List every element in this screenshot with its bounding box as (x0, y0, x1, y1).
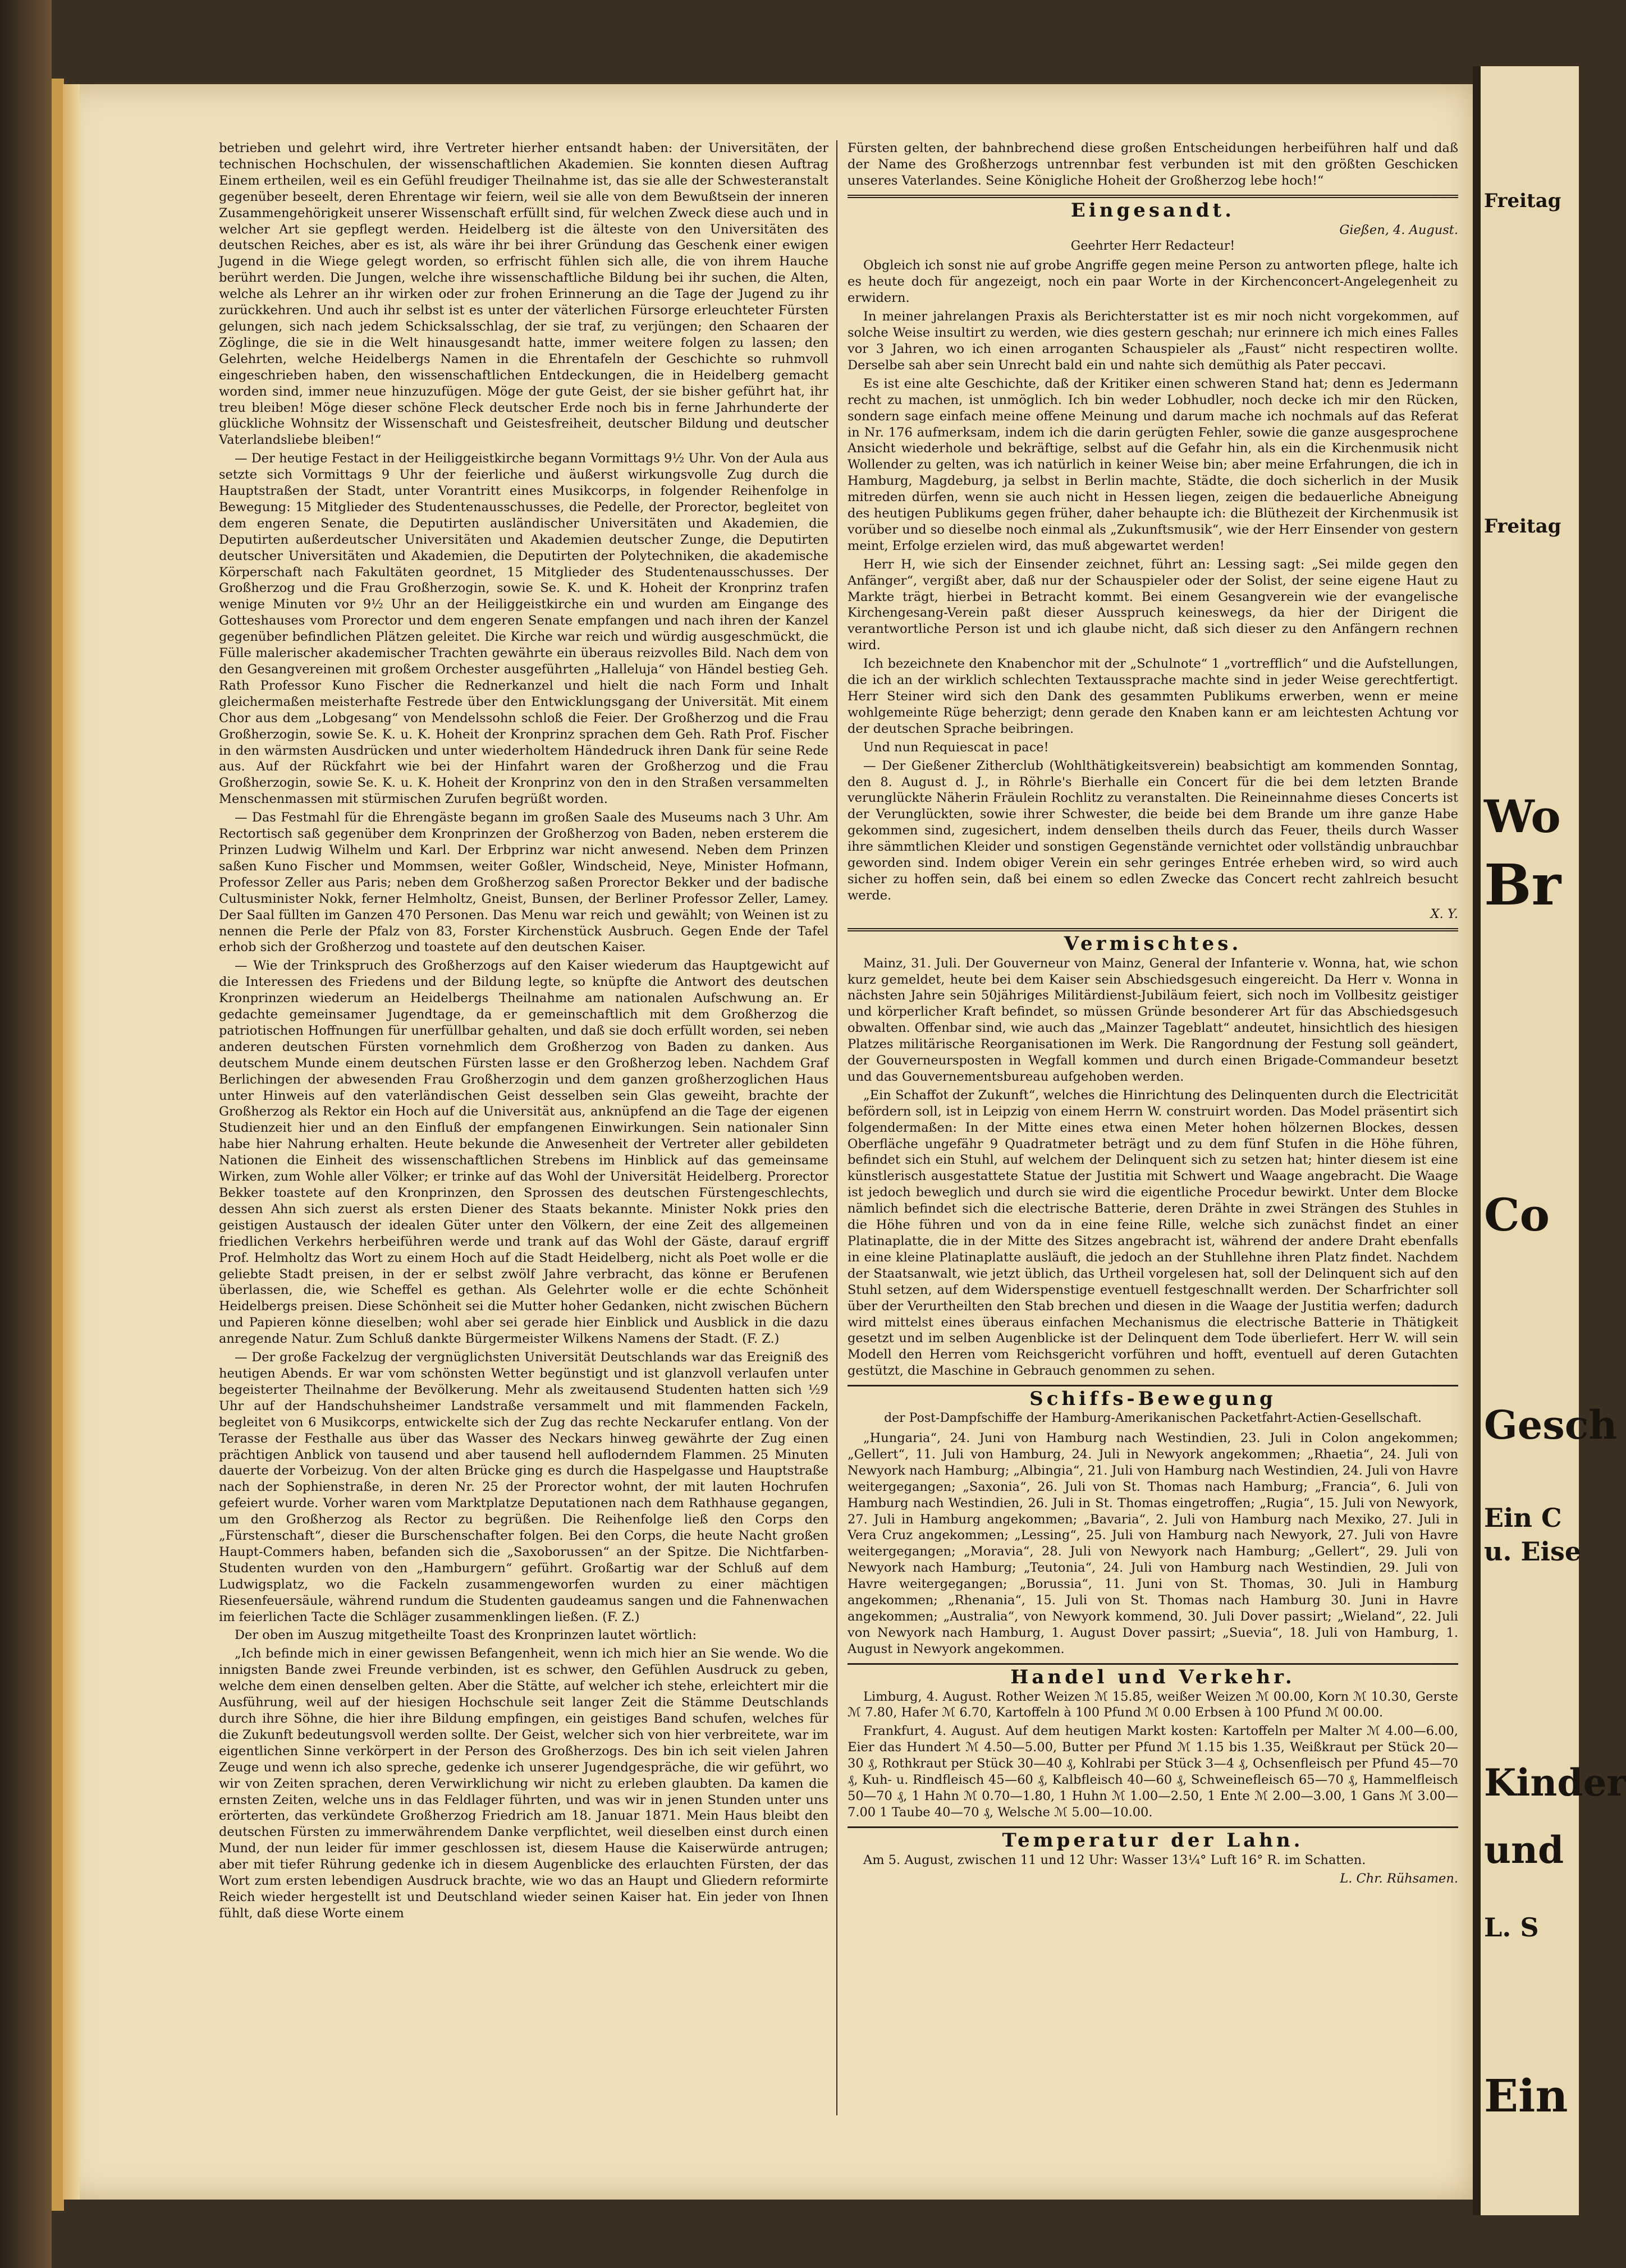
fragment-text: und (1484, 1828, 1564, 1872)
fragment-text: Freitag (1484, 515, 1561, 538)
left-column (219, 140, 828, 1924)
article-paragraph: — Der große Fackelzug der vergnüglichsten Universität Deutschlands war das Ereigniß des heutigen Abends. Er war vom schönsten Wetter begünstigt und ist glanzvoll verlaufen unter begeisterter Theilnahme der Bevölkerung. Mehr als zweitausend Studenten hatten sich ½9 Uhr auf der Handschuhsheimer Landstraße versammelt und mit flammenden Fackeln, begleitet von 6 Musikcorps, entwickelte sich der Zug das rechte Neckarufer entlang. Von der Terasse der Festhalle aus über das Wasser des Neckars hinweg gewährte der Zug einen prächtigen Anblick von tausend und aber tausend hell aufloderndem Flammen. 25 Minuten dauerte der Vorbeizug. Von der alten Brücke ging es durch die Haspelgasse und Hauptstraße nach der Sophienstraße, in deren Nr. 25 der Prorector wohnt, der mit lauten Hochrufen gefeiert wurde. Vorher waren vom Marktplatze Deputationen nach dem Rathhause gegangen, um den Großherzog als Rector zu begrüßen. Die Reihenfolge ließ den Corps den „Fürstenschaft“, dieser die Burschenschafter folgen. Bei den Corps, die heute Nacht großen Haupt-Commers haben, befanden sich die „Saxoborussen“ an der Spitze. Die Nichtfarben-Studenten wurden von den „Hamburgern“ geführt. Großartig war der Schluß auf dem Ludwigsplatz, wo die Fackeln zusammengeworfen wurden zu einer mächtigen Riesenfeuersäule, während rundum die Studenten gaudeamus sangen und die Fahnenwachen im feierlichen Tacte die Schläger zusammenklingen ließen. (F. Z.) (219, 1350, 828, 1624)
fragment-text: u. Eise (1484, 1536, 1582, 1567)
handel-heading: Handel und Verkehr. (1010, 1665, 1295, 1688)
fragment-text: Ein C (1484, 1503, 1562, 1533)
letter-paragraph: Herr H, wie sich der Einsender zeichnet, führt an: Lessing sagt: „Sei milde gegen den Anfänger“, vergißt aber, daß nur der Schauspieler oder der Solist, der seine eigene Haut zu Markte trägt, hierbei in Betracht kommt. Bei einem Gesangverein wie der evangelische Kirchengesang-Verein paßt dieser Ausspruch keineswegs, da hier der Dirigent die verantwortliche Person ist und ich glaube nicht, daß sich dieser zu den Anfängern rechnen wird. (848, 557, 1458, 653)
schiffs-subheading: der Post-Dampfschiffe der Hamburg-Amerikanischen Packetfahrt-Actien-Gesellschaft. (884, 1411, 1422, 1426)
article-paragraph: Fürsten gelten, der bahnbrechend diese großen Entscheidungen herbeiführen half und daß der Name des Großherzogs untrennbar fest verbunden ist mit den größten Geschicken unseres Vaterlandes. Seine Königliche Hoheit der Großherzog lebe hoch!“ (848, 141, 1458, 188)
article-paragraph: — Der heutige Festact in der Heiliggeistkirche begann Vormittags 9½ Uhr. Von der Aula aus setzte sich Vormittags 9 Uhr der feierliche und äußerst wirkungsvolle Zug durch die Hauptstraßen der Stadt, unter Vorantritt eines Musikcorps, in folgender Reihenfolge in Bewegung: 15 Mitglieder des Studentenausschusses, die Pedelle, der Prorector, begleitet von dem engeren Senate, die Deputirten ausländischer Universitäten und Akademien, die Deputirten außerdeutscher Universitäten und Akademien deutscher Zunge, die Deputirten deutscher Universitäten und Akademien, die Deputirten der Polytechniken, die akademische Körperschaft nach Fakultäten geordnet, 15 Mitglieder des Studentenausschusses. Der Großherzog und die Frau Großherzogin, sowie Se. K. und K. Hoheit der Kronprinz trafen wenige Minuten vor 9½ Uhr an der Heiliggeistkirche ein und wurden am Eingange des Gotteshauses vom Prorector und dem engeren Senate empfangen und nach ihren der Kanzel gegenüber befindlichen Plätzen geleitet. Die Kirche war reich und würdig ausgeschmückt, die Fülle malerischer akademischer Trachten gewährte ein überaus reizvolles Bild. Nach dem von den Gesangvereinen mit großem Orchester ausgeführten „Halleluja“ von Händel bestieg Geh. Rath Professor Kuno Fischer die Rednerkanzel und hielt die nach Form und Inhalt gleichermaßen meisterhafte Festrede über den Entwicklungsgang der Universität. Mit einem Chor aus dem „Lobgesang“ von Mendelssohn schloß die Feier. Der Großherzog und die Frau Großherzogin, sowie Se. K. u. K. Hoheit der Kronprinz sprachen dem Geh. Rath Prof. Fischer in den wärmsten Ausdrücken und unter wiederholtem Händedruck ihren Dank für seine Rede aus. Auf der Rückfahrt wie bei der Hinfahrt waren der Großherzog und die Frau Großherzogin, sowie Se. K. u. K. Hoheit der Kronprinz von den in den Straßen versammelten Menschenmassen mit stürmischen Zurufen begrüßt worden. (219, 451, 828, 807)
news-paragraph: Mainz, 31. Juli. Der Gouverneur von Mainz, General der Infanterie v. Wonna, hat, wie schon kurz gemeldet, heute bei dem Kaiser sein Abschiedsgesuch eingereicht. Da Herr v. Wonna in nächsten Jahre sein 50jähriges Militärdienst-Jubiläum feiert, sich noch im Vollbesitz geistiger und körperlicher Kraft befindet, so müssen Gründe besonderer Art für das Abschiedsgesuch obwalten. Offenbar sind, wie auch das „Mainzer Tageblatt“ andeutet, hinsichtlich des hiesigen Platzes militärische Reorganisationen im Werk. Die Rangordnung der Festung soll geändert, der Gouverneursposten in Wegfall kommen und durch einen Brigade-Commandeur besetzt und das Gouvernementsbureau aufgehoben werden. (848, 956, 1458, 1084)
article-paragraph: Der oben im Auszug mitgetheilte Toast des Kronprinzen lautet wörtlich: (235, 1628, 697, 1643)
news-paragraph: — Der Gießener Zitherclub (Wohlthätigkeitsverein) beabsichtigt am kommenden Sonntag, den 8. August d. J., in Röhrle's Bierhalle ein Concert für die bei dem letzten Brande verunglückte Näherin Fräulein Rochlitz zu veranstalten. Die Reineinnahme dieses Concerts ist der Verunglückten, sowie ihrer Schwester, die beide bei dem Brande um ihre ganze Habe gekommen sind, zugesichert, indem denselben theils durch das Feuer, theils durch Wasser ihre sämmtlichen Kleider und sonstigen Gegenstände vernichtet oder vollständig unbrauchbar geworden sind. Indem obiger Verein ein sehr geringes Entrée erheben wird, so wird auch sicher zu hoffen sein, daß bei einem so edlen Zwecke das Concert recht zahlreich besucht werde. (848, 758, 1458, 903)
page-gutter (1473, 66, 1481, 2215)
article-paragraph: betrieben und gelehrt wird, ihre Vertreter hierher entsandt haben: der Universitäten, der technischen Hochschulen, der wissenschaftlichen Akademien. Sie konnten diesen Auftrag Einem ertheilen, weil es ein Gefühl freudiger Theilnahme ist, das sie alle der Schwesteranstalt gegenüber beseelt, deren Ehrentage wir feiern, weil sie alle von dem Bewußtsein der inneren Zusammengehörigkeit unserer Wissenschaft erfüllt sind, für welchen Zweck diese auch und in welcher Art sie gepflegt werden. Heidelberg ist die älteste von den Universitäten des deutschen Reiches, aber es ist, als wäre ihr bei ihrer Gründung das Geschenk einer ewigen Jugend in die Wiege gelegt worden, so erfrischt fühlen sich alle, die von ihrem Hauche berührt werden. Die Jungen, welche ihre wissenschaftliche Bildung bei ihr suchen, die Alten, welche als Lehrer an ihr wirken oder zur frohen Erinnerung an die Tage der Jugend zu ihr zurückkehren. Und auch ihr selbst ist es unter der väterlichen Fürsorge erleuchteter Fürsten gelungen, sich nach jedem Schicksalsschlag, der sie traf, zu verjüngen; den Schaaren der Zöglinge, die sie in die Welt hinausgesandt hatte, immer weitere folgen zu lassen; den Gelehrten, welche Heidelbergs Namen in die Ehrentafeln der Geschichte so ruhmvoll eingeschrieben haben, den wissenschaftlichen Entdeckungen, die in Heidelberg gemacht worden sind, immer neue hinzuzufügen. Möge der gute Geist, der sie bisher geführt hat, ihr treu bleiben! Möge dieser schöne Fleck deutscher Erde noch bis in ferne Jahrhunderte der glückliche Wohnsitz der Wissenschaft und Geistesfreiheit, deutscher Bildung und deutscher Vaterlandsliebe bleiben!“ (219, 141, 828, 448)
section-rule (848, 928, 1458, 931)
vermischtes-heading: Vermischtes. (1064, 932, 1242, 955)
article-paragraph: — Das Festmahl für die Ehrengäste begann im großen Saale des Museums nach 3 Uhr. Am Rectortisch saß gegenüber dem Kronprinzen der Großherzog von Baden, neben ersterem die Prinzen Ludwig Wilhelm und Karl. Der Erbprinz war nicht anwesend. Neben dem Prinzen saßen Kuno Fischer und Mommsen, weiter Goßler, Windscheid, Neye, Minister Hofmann, Professor Zeller aus Paris; neben dem Großherzog saßen Prorector Bekker und der badische Cultusminister Nokk, ferner Helmholtz, Gneist, Bunsen, der Berliner Professor Zeller, Lamey. Der Saal füllten im Ganzen 470 Personen. Das Menu war reich und gewählt; von Weinen ist zu nennen die Perle der Pfalz von 83, Forster Kirchenstück Ausbruch. Gegen Ende der Tafel erhob sich der Großherzog und toastete auf den deutschen Kaiser. (219, 810, 828, 955)
section-rule (848, 1663, 1458, 1665)
shipping-paragraph: „Hungaria“, 24. Juni von Hamburg nach Westindien, 23. Juli in Colon angekommen; „Gellert“, 11. Juli von Hamburg, 24. Juli in Newyork angekommen; „Rhaetia“, 24. Juli von Newyork nach Hamburg; „Albingia“, 21. Juli von Hamburg nach Westindien, 24. Juli von Havre weitergegangen; „Saxonia“, 26. Juli von St. Thomas nach Hamburg; „Francia“, 6. Juli von Hamburg nach Westindien, 26. Juli in St. Thomas eingetroffen; „Rugia“, 15. Juli von Newyork, 27. Juli in Hamburg angekommen; „Bavaria“, 2. Juli von Hamburg nach Mexiko, 27. Juli in Vera Cruz angekommen; „Lessing“, 25. Juli von Hamburg nach Newyork, 27. Juli von Havre weitergegangen; „Moravia“, 28. Juli von Newyork nach Hamburg; „Gellert“, 29. Juli von Newyork nach Hamburg; „Teutonia“, 24. Juli von Hamburg nach Westindien, 29. Juli von Havre weitergegangen; „Borussia“, 11. Juni von St. Thomas, 30. Juli in Hamburg angekommen; „Rhenania“, 15. Juli von St. Thomas nach Hamburg 30. Juni in Havre angekommen; „Australia“, von Newyork kommend, 30. Juli Dover passirt; „Wieland“, 22. Juli von Newyork nach Hamburg, 1. August Dover passirt; „Suevia“, 18. Juli von Hamburg, 1. August in Newyork angekommen. (848, 1430, 1458, 1656)
page-margin-shadow (63, 84, 80, 2200)
fragment-text: Gesch (1484, 1402, 1618, 1448)
section-rule (848, 195, 1458, 198)
letter-paragraph: Es ist eine alte Geschichte, daß der Kritiker einen schweren Stand hat; denn es Jedermann recht zu machen, ist unmöglich. Ich bin weder Lobhudler, noch decke ich mir den Rücken, sondern sage einfach meine offene Meinung und darum mache ich nochmals auf das Referat in Nr. 176 aufmerksam, indem ich die darin gerügten Fehler, sowie die ganze ausgesprochene Ansicht wiederhole und bekräftige, selbst auf die Gefahr hin, als ein die Kirchenmusik nicht Wollender zu gelten, was ich natürlich in keiner Weise bin; aber meine Erfahrungen, die ich in Hamburg, Magdeburg, ja selbst in Berlin machte, Städte, die doch sicherlich in der Musik mitreden dürfen, wenn sie auch nicht in Hessen liegen, zeigen die bedauerliche Abneigung des heutigen Publikums gegen früher, daher behaupte ich: die Blüthezeit der Kirchenmusik ist vorüber und so dieselbe noch einmal als „Zukunftsmusik“, wie der Herr Einsender von gestern meint, Erfolge erzielen wird, das muß abgewartet werden! (848, 376, 1458, 553)
schiffs-heading: Schiffs-Bewegung (1029, 1388, 1276, 1411)
fragment-text: Br (1484, 852, 1561, 918)
salutation: Geehrter Herr Redacteur! (1070, 238, 1235, 253)
temperature-paragraph: Am 5. August, zwischen 11 und 12 Uhr: Wasser 13¼° Luft 16° R. im Schatten. (863, 1852, 1366, 1867)
article-paragraph: „Ich befinde mich in einer gewissen Befangenheit, wenn ich mich hier an Sie wende. Wo die innigsten Bande zwei Freunde verbinden, ist es schwer, den Gefühlen Ausdruck zu geben, welche dem einen denselben gelten. Aber die Stätte, auf welcher ich stehe, erleichtert mir die Ausführung, weil auf der hiesigen Hochschule seit langer Zeit die Stämme Deutschlands durch ihre Söhne, die hier ihre Bildung empfingen, ein geistiges Band schufen, welches für die Zukunft bedeutungsvoll werden sollte. Der Geist, welcher sich von hier verbreitete, war im eigentlichen Sinne verkörpert in der Person des Großherzogs. Des bin ich seit vielen Jahren Zeuge und wenn ich also spreche, gedenke ich unserer Jugendgespräche, die wir geführt, wo wir von Zeiten sprachen, deren Verwirklichung wir nicht zu erleben glaubten. Da kamen die ernsten Zeiten, welche uns in das Feldlager führten, und was wir in jenen Stunden unter uns erörterten, das verkündete Großherzog Friedrich am 18. Januar 1871. Mein Haus bleibt den deutschen Fürsten zu immerwährendem Danke verpflichtet, weil dieselben einst durch einen Mund, der nun leider für immer geschlossen ist, diesem Hause die Kaiserwürde antrugen; aber mit tiefer Rührung gedenke ich in diesem Augenblicke des erlauchten Fürsten, der das Wort zum ersten lebendigen Ausdruck brachte, wie wo das an Haupt und Gliedern reformirte Reich wieder hergestellt ist und Deutschland wieder seinen Kaiser hat. Ein jeder von Ihnen fühlt, daß diese Worte einem (219, 1646, 828, 1921)
signature: L. Chr. Rühsamen. (1340, 1871, 1458, 1886)
letter-paragraph: Obgleich ich sonst nie auf grobe Angriffe gegen meine Person zu antworten pflege, halte ich es heute doch für angezeigt, noch ein paar Worte in der Kirchenconcert-Angelegenheit zu erwidern. (848, 258, 1458, 306)
adjacent-page (1481, 66, 1626, 2215)
letter-closing: Und nun Requiescat in pace! (863, 740, 1049, 755)
book-binding (0, 0, 52, 2268)
fragment-text: Co (1484, 1188, 1550, 1241)
market-paragraph: Frankfurt, 4. August. Auf dem heutigen Markt kosten: Kartoffeln per Malter ℳ 4.00—6.00, Eier das Hundert ℳ 4.50—5.00, Butter per Pfund ℳ 1.15 bis 1.35, Weißkraut per Stück 20—30 ₰, Rothkraut per Stück 30—40 ₰, Kohlrabi per Stück 3—4 ₰, Ochsenfleisch per Pfund 45—70 ₰, Kuh- u. Rindfleisch 45—60 ₰, Kalbfleisch 40—60 ₰, Schweinefleisch 65—70 ₰, Hammelfleisch 50—70 ₰, 1 Hahn ℳ 0.70—1.80, 1 Huhn ℳ 1.00—2.50, 1 Ente ℳ 2.00—3.00, 1 Gans ℳ 3.00—7.00 1 Taube 40—70 ₰, Welsche ℳ 5.00—10.00. (848, 1724, 1458, 1820)
fragment-text: Ein (1484, 2069, 1568, 2122)
fragment-text: Freitag (1484, 190, 1561, 212)
section-rule (848, 1826, 1458, 1828)
fragment-text: Kinder (1484, 1761, 1626, 1805)
column-divider (836, 140, 837, 2115)
article-paragraph: — Wie der Trinkspruch des Großherzogs auf den Kaiser wiederum das Hauptgewicht auf die Interessen des Friedens und der Bildung legte, so knüpfte die Antwort des deutschen Kronprinzen wiederum an Heidelbergs Theilnahme am nationalen Aufschwung an. Er gedachte gemeinsamer Jugendtage, da er gemeinschaftlich mit dem Großherzog die patriotischen Hoffnungen für unerfüllbar gehalten, und daß sie doch erfüllt worden, sei neben anderen deutschen Fürsten vornehmlich dem Großherzog von Baden zu danken. Aus deutschem Munde einem deutschen Fürsten lasse er den Großherzog leben. Nachdem Graf Berlichingen der abwesenden Frau Großherzogin und dem ganzen großherzoglichen Haus unter Hinweis auf den vaterländischen Geist desselben sein Glas geweiht, brachte der Großherzog als Rektor ein Hoch auf die Universität aus, anknüpfend an die Tage der eigenen Studienzeit hier und an den Einfluß der empfangenen Einwirkungen. Sein nationaler Sinn habe hier Nahrung erhalten. Heute bekunde die Anwesenheit der Vertreter aller gebildeten Nationen die Einheit des wissenschaftlichen Strebens im Hinblick auf das gemeinsame Wirken, zum Wohle aller Völker; er trinke auf das Wohl der Universität Heidelberg. Prorector Bekker toastete auf den Kronprinzen, den Sprossen des deutschen Fürstengeschlechts, dessen Ahn sich zuerst als ersten Diener des Staats bekannte. Minister Nokk pries den geistigen Austausch der idealen Güter unter den Völkern, der eine Zeit des allgemeinen friedlichen Verkehrs herbeiführen werde und trank auf das Wohl der Gäste, darauf ergriff Prof. Helmholtz das Wort zu einem Hoch auf die Stadt Heidelberg, nicht als Poet wolle er die geliebte Stadt preisen, in der er selbst zwölf Jahre verbracht, das könne er Berufenen überlassen, die, wie Scheffel es gethan. Als Gelehrter wolle er die echte Schönheit Heidelbergs preisen. Diese Schönheit sei die Mutter hoher Gedanken, nicht zwischen Büchern und Papieren könne dieselben; wohl aber sei gerade hier Einblick und Ausblick in die dazu anregende Natur. Zum Schluß dankte Bürgermeister Wilkens Namens der Stadt. (F. Z.) (219, 958, 828, 1347)
section-rule (848, 1385, 1458, 1386)
signature: X. Y. (1430, 906, 1458, 921)
right-column (848, 140, 1458, 1887)
fragment-text: Wo (1484, 790, 1561, 843)
fragment-text: L. S (1484, 1912, 1539, 1943)
temperatur-heading: Temperatur der Lahn. (1002, 1829, 1304, 1852)
page-edge (52, 79, 64, 2211)
market-paragraph: Limburg, 4. August. Rother Weizen ℳ 15.85, weißer Weizen ℳ 00.00, Korn ℳ 10.30, Gerste ℳ 7.80, Hafer ℳ 6.70, Kartoffeln à 100 Pfund ℳ 0.00 Erbsen à 100 Pfund ℳ 00.00. (848, 1689, 1458, 1720)
news-paragraph: „Ein Schaffot der Zukunft“, welches die Hinrichtung des Delinquenten durch die Electricität befördern soll, ist in Leipzig von einem Herrn W. construirt worden. Das Model präsentirt sich folgendermaßen: In der Mitte eines etwa einen Meter hohen hölzernen Blockes, dessen Oberfläche ungefähr 9 Quadratmeter beträgt und zu dem fünf Stufen in die Höhe führen, befindet sich ein Stuhl, auf welchem der Delinquent sich zu setzen hat; hinter diesem ist eine künstlerisch ausgestattete Statue der Justitia mit Schwert und Waage angebracht. Die Waage ist jedoch beweglich und durch sie wird die eigentliche Procedur bewirkt. Unter dem Blocke nämlich befindet sich die electrische Batterie, deren Drähte in zwei Strängen des Stuhles in die Höhe führen und von da in eine feine Rille, welche sich zunächst findet an einer Platinaplatte, die in der Mitte des Sitzes angebracht ist, während der andere Draht ebenfalls in eine kleine Platinaplatte ausläuft, die jedoch an der Stuhllehne ihren Platz findet. Nachdem der Staatsanwalt, wie jetzt üblich, das Urtheil vorgelesen hat, soll der Delinquent sich auf den Stuhl setzen, auf dem Widerspenstige eventuell festgeschnallt werden. Der Scharfrichter soll über der Verurtheilten den Stab brechen und diesen in die Waage der Justitia werfen; dadurch wird mittelst eines überaus einfachen Mechanismus die electrische Batterie in Thätigkeit gesetzt und im selben Augenblicke ist der Delinquent dem Tode überliefert. Herr W. will sein Modell den Herren vom Reichsgericht vorführen und hofft, eventuell auf deren Gutachten gestützt, die Maschine in Gebrauch genommen zu sehen. (848, 1087, 1458, 1379)
letter-paragraph: In meiner jahrelangen Praxis als Berichterstatter ist es mir noch nicht vorgekommen, auf solche Weise insultirt zu werden, wie dies gestern geschah; nur erinnere ich mich eines Falles vor 3 Jahren, wo ich einen arroganten Schauspieler als „Faust“ nicht respectiren wollte. Derselbe sah aber sein Unrecht bald ein und nahte sich demüthig als Pater peccavi. (848, 309, 1458, 373)
letter-paragraph: Ich bezeichnete den Knabenchor mit der „Schulnote“ 1 „vortrefflich“ und die Aufstellungen, die ich an der wirklich schlechten Textaussprache machte sind in jeder Weise gerechtfertigt. Herr Steiner wird sich den Dank des gesammten Publikums erwerben, wenn er meine wohlgemeinte Rüge beherzigt; denn gerade den Knaben kann er am leichtesten Achtung vor der deutschen Sprache beibringen. (848, 656, 1458, 736)
eingesandt-heading: Eingesandt. (1070, 199, 1235, 222)
dateline: Gießen, 4. August. (1339, 222, 1458, 237)
